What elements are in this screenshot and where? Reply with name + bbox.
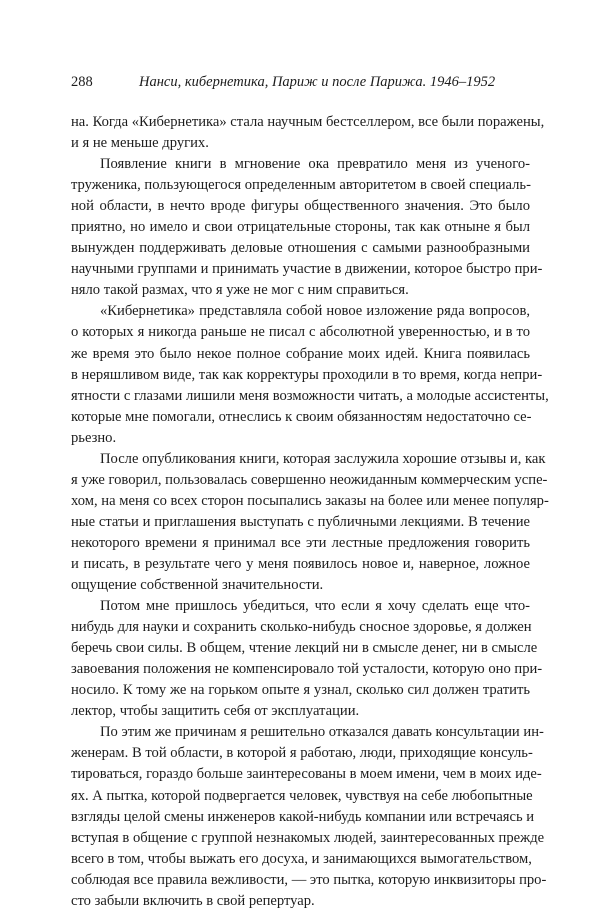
text-line: лектор, чтобы защитить себя от эксплуатации. bbox=[71, 703, 360, 720]
text-line: Потом мне пришлось убедиться, что если я хочу сделать еще что- bbox=[100, 598, 530, 615]
text-line: научными группами и принимать участие в движении, которое быстро при- bbox=[71, 261, 543, 278]
text-line: тироваться, гораздо больше заинтересованы в моем имени, чем в моих иде- bbox=[71, 766, 542, 783]
text-line: вступая в общение с группой незнакомых людей, заинтересованных прежде bbox=[71, 829, 545, 846]
paragraph bbox=[71, 722, 547, 911]
text-line: нибудь для науки и сохранить сколько-нибудь сносное здоровье, я должен bbox=[71, 619, 532, 636]
text-line: «Кибернетика» представляла собой новое изложение ряда вопросов, bbox=[100, 303, 530, 320]
text-line: рьезно. bbox=[71, 429, 117, 446]
paragraph bbox=[71, 154, 543, 301]
text-line: и я не меньше других. bbox=[71, 135, 209, 152]
text-line: я уже говорил, пользовалась совершенно неожиданным коммерческим успе- bbox=[71, 471, 548, 488]
page-header bbox=[71, 74, 531, 94]
text-line: на. Когда «Кибернетика» стала научным бестселлером, все были поражены, bbox=[71, 114, 545, 130]
text-line: в неряшливом виде, так как корректуры проходили в то время, когда непри- bbox=[71, 366, 543, 383]
text-line: ные статьи и приглашения выступать с публичными лекциями. В течение bbox=[71, 513, 530, 530]
text-line: ощущение собственной значительности. bbox=[71, 577, 324, 594]
paragraph bbox=[71, 301, 549, 448]
text-line: ной области, в нечто вроде фигуры общественного значения. Это было bbox=[71, 198, 530, 215]
text-line: няло такой размах, что я уже не мог с ним справиться. bbox=[71, 282, 409, 299]
text-line: и писать, в результате чего у меня появилось новое и, наверное, ложное bbox=[71, 555, 530, 572]
text-line: некоторого времени я принимал все эти лестные предложения говорить bbox=[71, 534, 530, 551]
text-line: труженика, пользующегося определенным авторитетом в своей специаль- bbox=[71, 177, 531, 194]
page-body bbox=[71, 112, 549, 912]
text-line: беречь свои силы. В общем, чтение лекций ни в смысле денег, ни в смысле bbox=[71, 640, 538, 657]
text-line: о которых я никогда раньше не писал с абсолютной уверенностью, и в то bbox=[71, 324, 530, 341]
text-line: После опубликования книги, которая заслужила хорошие отзывы и, как bbox=[100, 450, 546, 467]
text-line: ях. А пытка, которой подвергается человек, чувствуя на себе любопытные bbox=[71, 787, 533, 804]
page-number: 288 bbox=[71, 74, 93, 90]
text-line: приятно, но имело и свои отрицательные стороны, так как отныне я был bbox=[71, 219, 530, 236]
paragraph bbox=[71, 112, 545, 154]
paragraph bbox=[71, 596, 543, 722]
text-line: которые мне помогали, отнеслись к своим обязанностям недостаточно се- bbox=[71, 408, 532, 425]
text-line: хом, на меня со всех сторон посыпались заказы на более или менее популяр- bbox=[71, 492, 549, 509]
text-line: Появление книги в мгновение ока превратило меня из ученого- bbox=[100, 156, 530, 173]
text-line: соблюдая все правила вежливости, — это пытка, которую инквизиторы про- bbox=[71, 871, 547, 888]
text-line: же время это было некое полное собрание моих идей. Книга появилась bbox=[71, 345, 530, 362]
text-line: сто забыли включить в свой репертуар. bbox=[71, 892, 315, 909]
text-line: взгляды целой смены инженеров какой-нибудь компании или встречаясь и bbox=[71, 808, 535, 825]
text-line: женерам. В той области, в которой я работаю, люди, приходящие консуль- bbox=[71, 745, 533, 762]
text-line: завоевания положения не компенсировало той усталости, которую оно при- bbox=[71, 661, 543, 678]
text-line: вынужден поддерживать деловые отношения с самыми разнообразными bbox=[71, 240, 530, 257]
running-title: Нанси, кибернетика, Париж и после Парижа. 1946–1952 bbox=[139, 74, 496, 90]
text-line: всего в том, чтобы выжать его досуха, и занимающихся вымогательством, bbox=[71, 850, 532, 867]
text-line: носило. К тому же на горьком опыте я узнал, сколько сил должен тратить bbox=[71, 682, 530, 699]
text-line: ятности с глазами лишили меня возможности читать, а молодые ассистенты, bbox=[71, 387, 549, 404]
paragraph bbox=[71, 449, 549, 596]
text-line: По этим же причинам я решительно отказался давать консультации ин- bbox=[100, 724, 544, 741]
